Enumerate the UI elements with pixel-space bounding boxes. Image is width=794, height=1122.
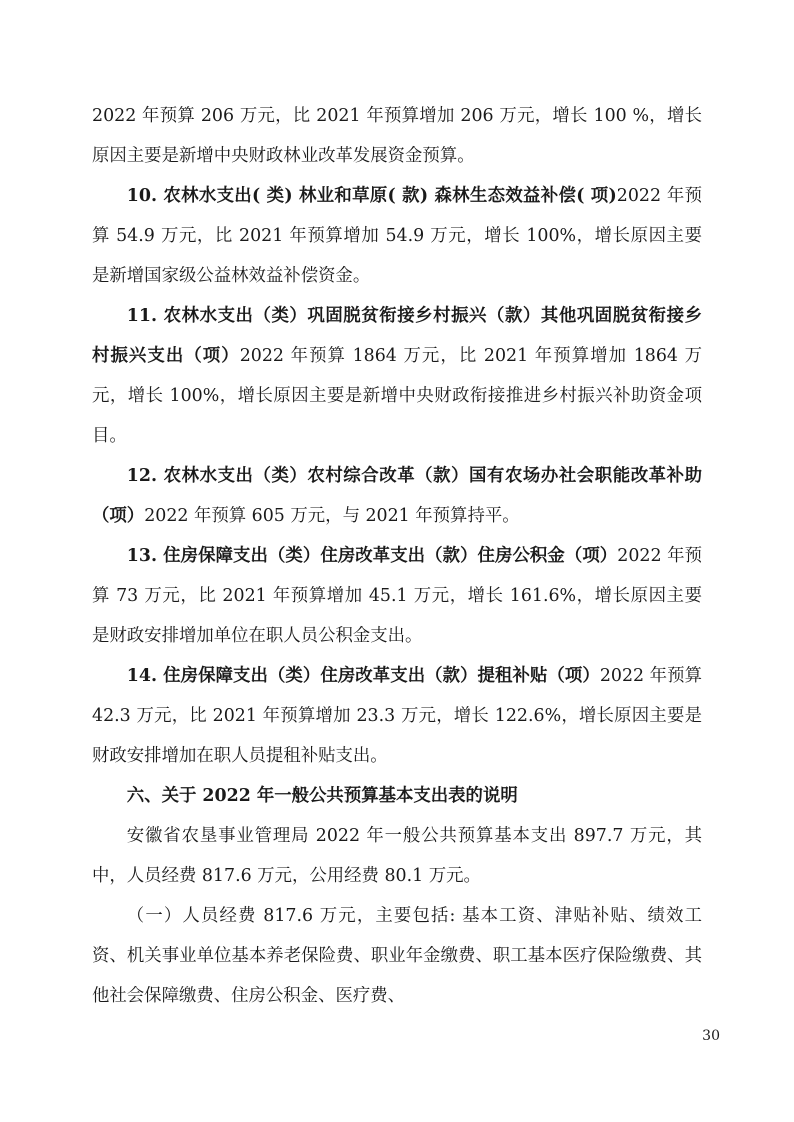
paragraph-8: 安徽省农垦事业管理局 2022 年一般公共预算基本支出 897.7 万元，其中，人员经费 817.6 万元，公用经费 80.1 万元。	[92, 826, 702, 886]
section-heading: 六、关于 2022 年一般公共预算基本支出表的说明	[126, 786, 518, 806]
paragraph-9: （一）人员经费 817.6 万元，主要包括: 基本工资、津贴补贴、绩效工资、机关事业单位基本养老保险费、职业年金缴费、职工基本医疗保险缴费、其他社会保障缴费、住房公积金、医疗费、	[92, 906, 702, 1006]
paragraph-3-lead: 11. 农林水支出（类）巩固脱贫衔接乡村振兴（款）其他巩固脱贫衔接乡村振兴支出（项）	[92, 306, 702, 366]
paragraph-3	[92, 296, 702, 456]
page-number: 30	[702, 1028, 720, 1044]
paragraph-6-text: 2022 年预算 42.3 万元，比 2021 年预算增加 23.3 万元，增长 122.6%，增长原因主要是财政安排增加在职人员提租补贴支出。	[92, 666, 702, 766]
paragraph-4-lead: 12. 农林水支出（类）农村综合改革（款）国有农场办社会职能改革补助（项）	[92, 466, 702, 526]
paragraph-1-text: 2022 年预算 206 万元，比 2021 年预算增加 206 万元，增长 100 %，增长原因主要是新增中央财政林业改革发展资金预算。	[92, 106, 702, 166]
paragraph-4-text: 2022 年预算 605 万元，与 2021 年预算持平。	[144, 506, 520, 526]
paragraph-2-text: 2022 年预算 54.9 万元，比 2021 年预算增加 54.9 万元，增长 100%，增长原因主要是新增国家级公益林效益补偿资金。	[92, 186, 702, 286]
paragraph-5	[92, 536, 702, 656]
document-body	[92, 96, 702, 1016]
paragraph-5-text: 2022 年预算 73 万元，比 2021 年预算增加 45.1 万元，增长 161.6%，增长原因主要是财政安排增加单位在职人员公积金支出。	[92, 546, 702, 646]
paragraph-5-lead: 13. 住房保障支出（类）住房改革支出（款）住房公积金（项）	[126, 546, 618, 566]
paragraph-6	[92, 656, 702, 776]
paragraph-6-lead: 14. 住房保障支出（类）住房改革支出（款）提租补贴（项）	[126, 666, 600, 686]
paragraph-1	[92, 96, 702, 176]
paragraph-2	[92, 176, 702, 296]
paragraph-4	[92, 456, 702, 536]
paragraph-2-lead: 10. 农林水支出( 类) 林业和草原( 款) 森林生态效益补偿( 项)	[126, 186, 617, 206]
paragraph-3-text: 2022 年预算 1864 万元，比 2021 年预算增加 1864 万元，增长 100%，增长原因主要是新增中央财政衔接推进乡村振兴补助资金项目。	[92, 346, 702, 446]
